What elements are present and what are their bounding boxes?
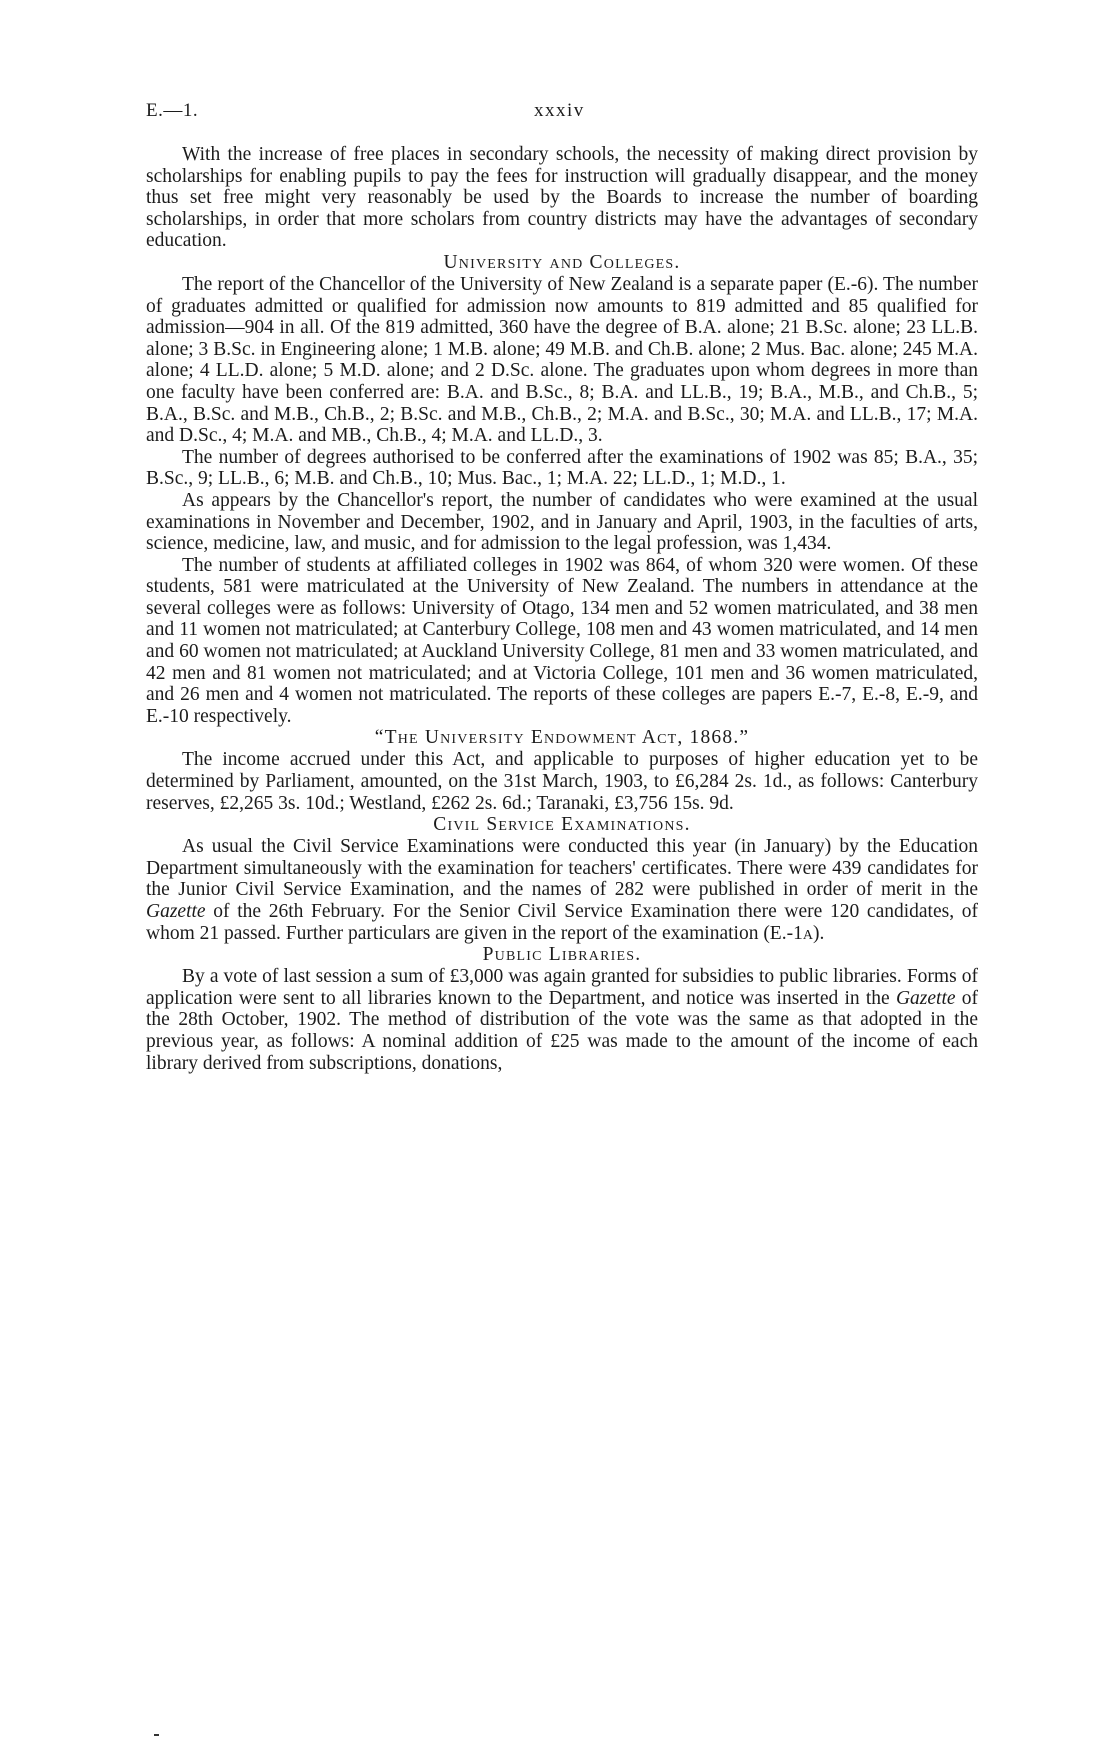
civil-service-closing: ). [812,922,825,944]
gazette-title: Gazette [146,901,206,922]
running-head [146,100,978,124]
libraries-text-2: of the 28th October, 1902. The method of distribution of the vote was the same as that adopted in the previous year, as follows: A nominal addition of £25 was made to the amount of the income of each library derived from subscriptions, donations, [146,987,979,1074]
libraries-text-1: By a vote of last session a sum of £3,000 was again granted for subsidies to public libraries. Forms of application were sent to all libraries known to the Department, and notice was inserted in the [146,966,978,1009]
university-paragraph-candidates: As appears by the Chancellor's report, the number of candidates who were examined at the usual examinations in November and December, 1902, and in January and April, 1903, in the faculties of arts, science, medicine, law, and music, and for admission to the legal profession, was 1,434. [146,489,978,555]
university-heading: University and Colleges. [443,251,681,273]
paper-reference: E.—1. [146,100,199,121]
university-paragraph-degrees: The number of degrees authorised to be conferred after the examinations of 1902 was 85; B.A., 35; B.Sc., 9; LL.B., 6; M.B. and Ch.B., 10; Mus. Bac., 1; M.A. 22; LL.D., 1; M.D., 1. [146,446,978,490]
gazette-title: Gazette [895,987,956,1009]
university-paragraph-students: The number of students at affiliated colleges in 1902 was 864, of whom 320 were women. Of these students, 581 were matriculated at the University of New Zealand. The numbers in attendance at the several colleges were as follows: University of Otago, 134 men and 52 women matriculated, and 38 men and 11 women not matriculated; at Canterbury College, 108 men and 43 women matriculated, and 14 men and 60 women not matriculated; at Auckland University College, 81 men and 33 women matriculated, and 42 men and 81 women not matriculated; and at Victoria College, 101 men and 36 women matriculated, and 26 men and 4 women not matriculated. The reports of these colleges are papers E.-7, E.-8, E.-9, and E.-10 respectively. [146,554,978,727]
endowment-paragraph: The income accrued under this Act, and applicable to purposes of higher education yet to be determined by Parliament, amounted, on the 31st March, 1903, to £6,284 2s. 1d., as follows: Canterbury reserves, £2,265 3s. 10d.; Westland, £262 2s. 6d.; Taranaki, £3,756 15s. 9d. [146,749,978,814]
libraries-heading: Public Libraries. [482,944,642,966]
libraries-paragraph [146,966,978,1074]
document-page [146,100,978,1720]
civil-service-text-1: As usual the Civil Service Examinations were conducted this year (in January) by the Education Department simultaneously with the examination for teachers' certificates. There were 439 candidates for the Junior Civil Service Examination, and the names of 282 were published in order of merit in the [146,836,978,901]
civil-service-text-2: of the 26th February. For the Senior Civil Service Examination there were 120 candidates, of whom 21 passed. Further particulars are given in the report of the examination (E.-1 [146,901,979,944]
civil-service-paragraph [146,836,978,944]
print-speck [154,1734,159,1736]
page-number: xxxiv [534,100,585,121]
university-paragraph-graduates: The report of the Chancellor of the University of New Zealand is a separate paper (E.-6). The number of graduates admitted or qualified for admission now amounts to 819 admitted and 85 qualified for admission—904 in all. Of the 819 admitted, 360 have the degree of B.A. alone; 21 B.Sc. alone; 23 LL.B. alone; 3 B.Sc. in Engineering alone; 1 M.B. alone; 49 M.B. and Ch.B. alone; 2 Mus. Bac. alone; 245 M.A. alone; 4 LL.D. alone; 5 M.D. alone; and 2 D.Sc. alone. The graduates upon whom degrees in more than one faculty have been conferred are: B.A. and B.Sc., 8; B.A. and LL.B., 19; B.A., M.B., and Ch.B., 5; B.A., B.Sc. and M.B., Ch.B., 2; B.Sc. and M.B., Ch.B., 2; M.A. and B.Sc., 30; M.A. and LL.B., 17; M.A. and D.Sc., 4; M.A. and MB., Ch.B., 4; M.A. and LL.D., 3. [146,273,978,447]
civil-service-heading: Civil Service Examinations. [433,814,691,836]
endowment-heading: “The University Endowment Act, 1868.” [374,727,750,749]
intro-paragraph: With the increase of free places in secondary schools, the necessity of making direct provision by scholarships for enabling pupils to pay the fees for instruction will gradually disappear, and the money thus set free might very reasonably be used by the Boards to increase the number of boarding scholarships, in order that more scholars from country districts may have the advantages of secondary education. [146,144,978,252]
report-suffix: a [802,922,813,944]
